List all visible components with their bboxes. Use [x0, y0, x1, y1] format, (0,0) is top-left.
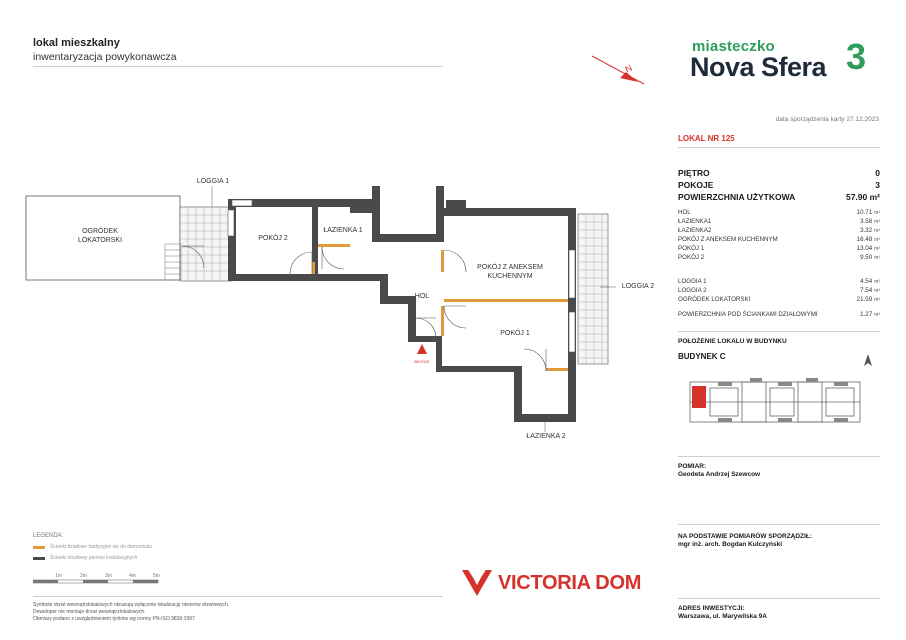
label-loggia2: LOGGIA 2 — [621, 283, 655, 290]
extra-row: OGRÓDEK LOKATORSKI 21.59 m² — [678, 296, 880, 303]
entry-label: WEJŚCIE — [414, 360, 430, 364]
label-pokoj1: POKÓJ 1 — [500, 330, 530, 337]
building-key-plan — [680, 348, 880, 448]
brand-small: miasteczko — [692, 38, 775, 55]
room-row: POKÓJ Z ANEKSEM KUCHENNYM 16.48 m² — [678, 236, 880, 243]
developer-name: VICTORIA DOM — [498, 572, 642, 594]
label-loggia1: LOGGIA 1 — [196, 178, 230, 185]
scale-label: 1m — [55, 573, 62, 579]
summary-row-area: POWIERZCHNIA UŻYTKOWA 57.90 m² — [678, 192, 880, 202]
basis-title: NA PODSTAWIE POMIARÓW SPORZĄDZIŁ: — [678, 533, 812, 540]
pomiar-title: POMIAR: — [678, 463, 707, 470]
document-subtitle: inwentaryzacja powykonawcza — [33, 51, 177, 63]
lokal-number: LOKAL NR 125 — [678, 134, 735, 143]
footnote: Obmiary podano z uwzględnieniem tynków wg normy PN-ISO 9836:1997 — [33, 616, 195, 622]
basis-name: mgr inż. arch. Bogdan Kulczyński — [678, 541, 783, 548]
legend-swatch-grey — [33, 557, 45, 560]
scale-label: 4m — [129, 573, 136, 579]
footnote: Deweloper nie montuje drzwi wewnątrzlokalowych. — [33, 609, 146, 615]
label-aneks-2: KUCHENNYM — [487, 273, 533, 280]
location-title: POŁOŻENIE LOKALU W BUDYNKU — [678, 338, 787, 345]
card-divider — [678, 147, 880, 148]
room-row: ŁAZIENKA1 3.58 m² — [678, 218, 880, 225]
address-title: ADRES INWESTYCJI: — [678, 605, 745, 612]
label-hol: HOL — [414, 293, 430, 300]
partition-row: POWIERZCHNIA POD ŚCIANKAMI DZIAŁOWYMI 1.27 m² — [678, 311, 880, 318]
extra-row: LOGGIA 2 7.54 m² — [678, 287, 880, 294]
exterior-walls — [228, 186, 576, 422]
brand-digit: 3 — [846, 36, 867, 77]
svg-text:N: N — [623, 62, 634, 75]
victoria-dom-logo-icon — [460, 568, 494, 598]
scale-label: 5m — [153, 573, 160, 579]
room-row: HOL 10.71 m² — [678, 209, 880, 216]
summary-row-rooms: POKOJE 3 — [678, 180, 880, 190]
brand-big: Nova Sfera — [690, 52, 827, 82]
loggia1-area — [180, 207, 232, 281]
footnote: Symbole drzwi wewnątrzlokalowych obrazują wyłącznie lokalizację otworów drzwiowych. — [33, 602, 230, 608]
card-divider — [678, 331, 880, 332]
label-lazienka2: ŁAZIENKA 2 — [526, 433, 566, 440]
card-date: data sporządzenia karty 27.12.2023 — [775, 116, 879, 123]
label-lazienka1: ŁAZIENKA 1 — [323, 227, 363, 234]
footer-divider — [33, 596, 443, 597]
summary-row-floor: PIĘTRO 0 — [678, 168, 880, 178]
scale-label: 3m — [105, 573, 112, 579]
legend-item: Ścianki działowe tradycyjne się do demontażu — [33, 544, 152, 550]
label-pokoj2: POKÓJ 2 — [258, 235, 288, 242]
extra-row: LOGGIA 1 4.54 m² — [678, 278, 880, 285]
card-divider — [678, 456, 880, 457]
pomiar-name: Geodeta Andrzej Szewcow — [678, 471, 761, 478]
loggia2-area — [578, 214, 608, 364]
legend-item: Ścianki obudowy pionów instalacyjnych — [33, 555, 137, 561]
card-divider — [678, 524, 880, 525]
label-aneks-1: POKÓJ Z ANEKSEM — [477, 264, 543, 271]
garden-steps — [165, 244, 181, 280]
scale-bar — [33, 570, 173, 590]
room-row: ŁAZIENKA2 3.32 m² — [678, 227, 880, 234]
legend-title: LEGENDA: — [33, 533, 64, 539]
room-row: POKÓJ 1 13.04 m² — [678, 245, 880, 252]
room-row: POKÓJ 2 9.50 m² — [678, 254, 880, 261]
label-garden-2: LOKATORSKI — [77, 237, 123, 244]
scale-label: 2m — [80, 573, 87, 579]
document-title: lokal mieszkalny — [33, 37, 120, 49]
card-divider — [678, 598, 880, 599]
building-label: BUDYNEK C — [678, 352, 726, 361]
entry-marker-icon — [417, 344, 427, 354]
legend-swatch-orange — [33, 546, 45, 549]
address-value: Warszawa, ul. Marywilska 9A — [678, 613, 767, 620]
label-garden-1: OGRÓDEK — [82, 228, 118, 235]
